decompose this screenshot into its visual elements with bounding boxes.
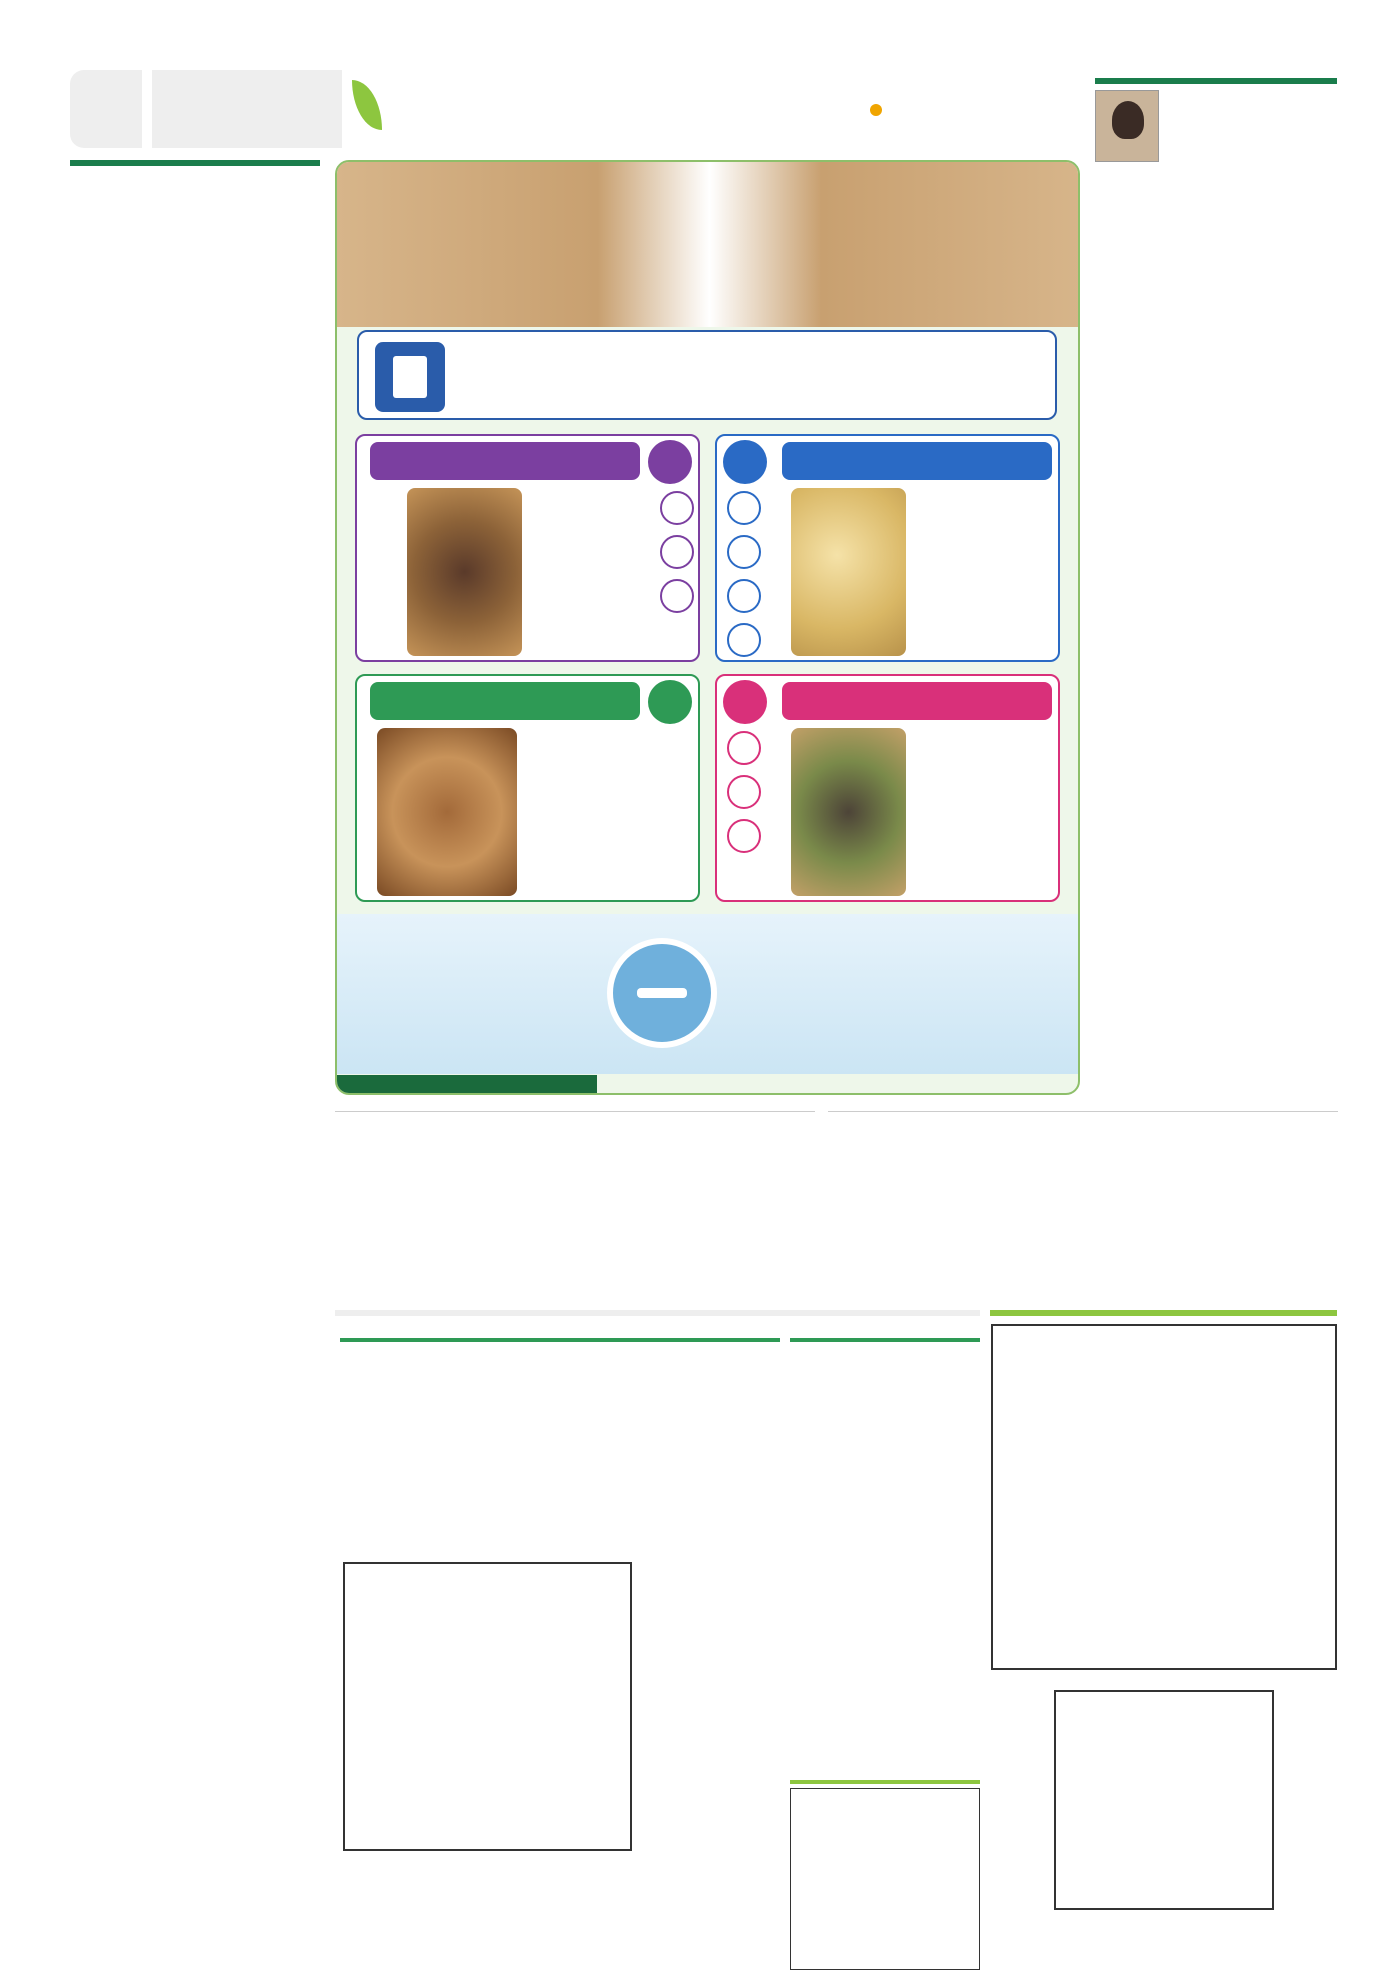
card-number <box>723 440 767 484</box>
card-nuts <box>355 674 700 902</box>
seeds-image <box>791 728 906 896</box>
brain-icon <box>727 731 761 765</box>
sudoku-puzzle <box>990 1310 1337 1870</box>
card-seeds <box>715 674 1060 902</box>
bone-icon <box>727 775 761 809</box>
crossword-header <box>335 1310 980 1316</box>
sudoku-solution-grid <box>1054 1690 1274 1910</box>
vitamins-column <box>70 160 320 1850</box>
vitamin-b-icon <box>727 579 761 613</box>
infographic-footer <box>337 914 1080 1074</box>
across-clues <box>790 1338 980 1345</box>
infographic-banner <box>337 162 1080 327</box>
clipboard-icon <box>375 342 445 412</box>
newspaper-logo <box>360 74 580 144</box>
card-icons <box>725 491 761 667</box>
shield-icon <box>727 819 761 853</box>
article-screen-light <box>335 1108 815 1323</box>
card-title <box>782 442 1052 480</box>
crossword-solution <box>790 1780 980 1970</box>
bone-icon <box>727 623 761 657</box>
card-title <box>370 682 640 720</box>
infographic-credit <box>337 1075 597 1095</box>
card-number <box>648 440 692 484</box>
card-icons <box>725 731 761 863</box>
solution-head <box>790 1780 980 1784</box>
down-head <box>340 1338 780 1342</box>
article-title <box>828 1108 1338 1112</box>
card-number <box>723 680 767 724</box>
column-head <box>70 160 320 166</box>
soy-image <box>791 488 906 656</box>
card-title <box>782 682 1052 720</box>
down-clues <box>340 1338 780 1345</box>
nuts-image <box>377 728 517 896</box>
card-soy <box>715 434 1060 662</box>
article-title <box>335 1108 815 1112</box>
crossword-grid[interactable] <box>343 1562 632 1851</box>
sudoku-grid[interactable] <box>991 1324 1337 1670</box>
card-number <box>648 680 692 724</box>
opinion-column <box>1095 78 1337 1128</box>
molecule-icon <box>727 491 761 525</box>
plant-icon <box>660 579 694 613</box>
section-title <box>152 70 342 148</box>
muscle-icon <box>660 535 694 569</box>
puzzle-title <box>990 1310 1337 1316</box>
article-depression-temperature <box>828 1108 1338 1323</box>
crossword-solution-grid <box>790 1788 980 1970</box>
across-head <box>790 1338 980 1342</box>
page-number <box>70 70 142 148</box>
infographic-intro <box>357 330 1057 420</box>
column-head <box>1095 78 1337 84</box>
card-legumes <box>355 434 700 662</box>
leaf-icon <box>727 535 761 569</box>
protein-infographic <box>335 160 1080 1095</box>
dumbbell-icon <box>607 938 717 1048</box>
card-title <box>370 442 640 480</box>
crossword-puzzle <box>335 1310 980 1870</box>
author-photo <box>1095 90 1159 162</box>
author-box <box>1095 90 1337 166</box>
heart-icon <box>660 491 694 525</box>
legumes-image <box>407 488 522 656</box>
dot-icon <box>870 104 882 116</box>
card-icons <box>658 491 694 623</box>
